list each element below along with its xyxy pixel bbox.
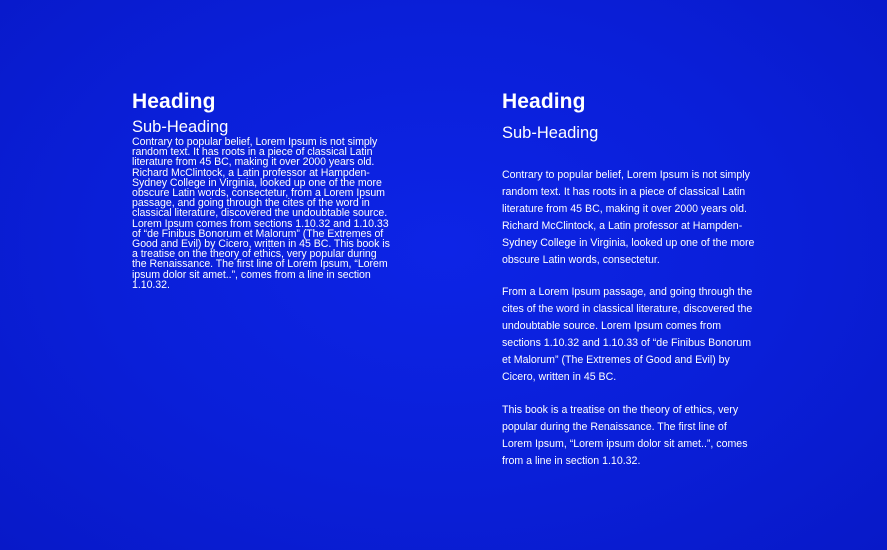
right-paragraph-3: This book is a treatise on the theory of ethics, very popular during the Renaissance. The first line of Lorem Ipsum, “Lorem ipsum dolor sit amet..”, comes from a line in section 1.10.32.: [502, 403, 748, 467]
right-paragraph-2: From a Lorem Ipsum passage, and going through the cites of the word in classical literature, discovered the undoubtable source. Lorem Ipsum comes from sections 1.10.32 and 1.10.33 of “de Finibus Bonorum et Malorum” (The Extremes of Good and Evil) by Cicero, written in 45 BC.: [502, 286, 753, 383]
left-paragraph: Contrary to popular belief, Lorem Ipsum is not simply random text. It has roots in a piece of classical Latin literature from 45 BC, making it over 2000 years old. Richard McClintock, a Latin professor at Hampden-Sydney College in Virginia, looked up one of the more obscure Latin words, consectetur, from a Lorem Ipsum passage, and going through the cites of the word in classical literature, discovered the undoubtable source. Lorem Ipsum comes from sections 1.10.32 and 1.10.33 of “de Finibus Bonorum et Malorum” (The Extremes of Good and Evil) by Cicero, written in 45 BC. This book is a treatise on the theory of ethics, very popular during the Renaissance. The first line of Lorem Ipsum, “Lorem ipsum dolor sit amet..”, comes from a line in section 1.10.32.: [132, 136, 390, 291]
left-subheading: Sub-Heading: [132, 118, 229, 136]
right-text-block: [502, 89, 757, 470]
left-heading: Heading: [132, 90, 216, 113]
left-text-block: [132, 89, 392, 290]
right-subheading: Sub-Heading: [502, 124, 599, 142]
right-paragraph-1: Contrary to popular belief, Lorem Ipsum is not simply random text. It has roots in a piece of classical Latin literature from 45 BC, making it over 2000 years old. Richard McClintock, a Latin professor at Hampden-Sydney College in Virginia, looked up one of the more obscure Latin words, consectetur.: [502, 169, 755, 266]
right-body: [502, 167, 757, 470]
right-heading: Heading: [502, 90, 586, 113]
